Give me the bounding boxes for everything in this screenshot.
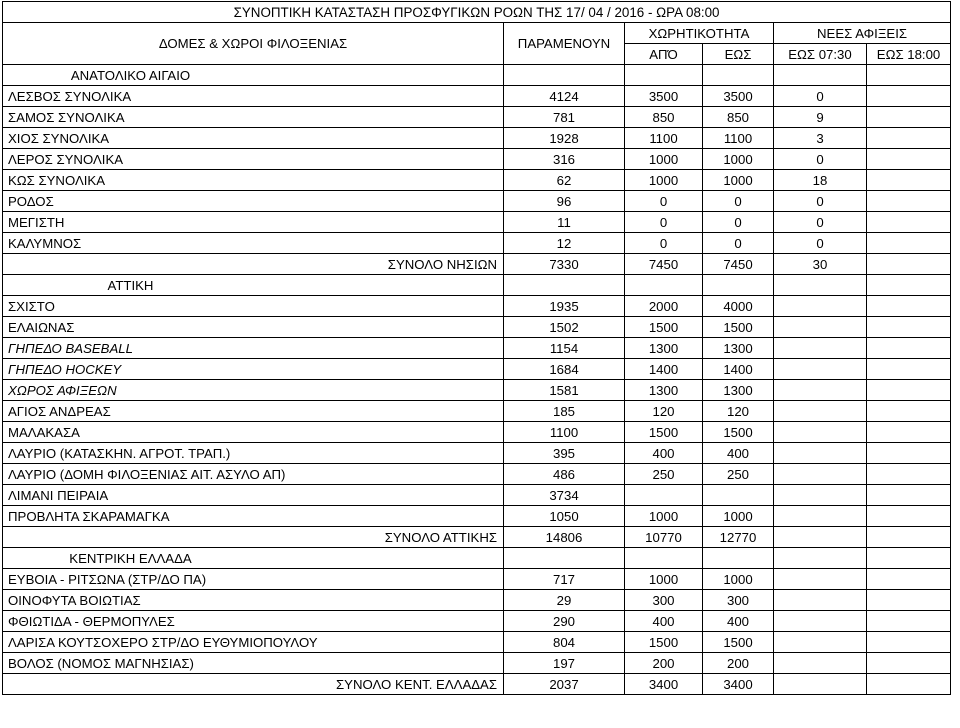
- arrivals-0730-value: [774, 422, 867, 443]
- section-total-arrivals-0730: 30: [774, 254, 867, 275]
- arrivals-0730-value: 0: [774, 212, 867, 233]
- capacity-from-value: 1500: [625, 632, 703, 653]
- facility-name: ΓΗΠΕΔΟ HOCKEY: [3, 359, 504, 380]
- section-banner-blank-staying: [504, 548, 625, 569]
- column-header-capacity-group: ΧΩΡΗΤΙΚΟΤΗΤΑ: [625, 23, 774, 44]
- staying-value: 1935: [504, 296, 625, 317]
- capacity-to-value: 4000: [703, 296, 774, 317]
- capacity-to-value: 1000: [703, 170, 774, 191]
- section-banner-blank-staying: [504, 275, 625, 296]
- table-row: [3, 296, 951, 317]
- staying-value: 29: [504, 590, 625, 611]
- capacity-to-value: 1500: [703, 422, 774, 443]
- section-banner-blank-a0730: [774, 275, 867, 296]
- section-banner-blank-to: [703, 275, 774, 296]
- facility-name: ΛΙΜΑΝΙ ΠΕΙΡΑΙΑ: [3, 485, 504, 506]
- section-total-staying: 14806: [504, 527, 625, 548]
- section-banner-row: [3, 65, 951, 86]
- capacity-from-value: 250: [625, 464, 703, 485]
- arrivals-1800-value: [867, 212, 951, 233]
- table-row: [3, 149, 951, 170]
- arrivals-1800-value: [867, 485, 951, 506]
- arrivals-0730-value: [774, 506, 867, 527]
- report-title-row: [3, 2, 951, 23]
- staying-value: 1502: [504, 317, 625, 338]
- arrivals-1800-value: [867, 317, 951, 338]
- capacity-to-value: [703, 485, 774, 506]
- section-banner-label: ΑΝΑΤΟΛΙΚΟ ΑΙΓΑΙΟ: [3, 65, 504, 86]
- arrivals-1800-value: [867, 443, 951, 464]
- capacity-from-value: 3500: [625, 86, 703, 107]
- arrivals-0730-value: [774, 296, 867, 317]
- table-row: [3, 380, 951, 401]
- facility-name: ΠΡΟΒΛΗΤΑ ΣΚΑΡΑΜΑΓΚΑ: [3, 506, 504, 527]
- capacity-to-value: 1400: [703, 359, 774, 380]
- staying-value: 717: [504, 569, 625, 590]
- staying-value: 3734: [504, 485, 625, 506]
- arrivals-1800-value: [867, 233, 951, 254]
- capacity-from-value: 1400: [625, 359, 703, 380]
- table-row: [3, 170, 951, 191]
- capacity-from-value: 200: [625, 653, 703, 674]
- arrivals-1800-value: [867, 590, 951, 611]
- facility-name: ΛΑΡΙΣΑ ΚΟΥΤΣΟΧΕΡΟ ΣΤΡ/ΔΟ ΕΥΘΥΜΙΟΠΟΥΛΟΥ: [3, 632, 504, 653]
- arrivals-0730-value: [774, 338, 867, 359]
- table-row: [3, 233, 951, 254]
- facility-name: ΕΥΒΟΙΑ - ΡΙΤΣΩΝΑ (ΣΤΡ/ΔΟ ΠΑ): [3, 569, 504, 590]
- capacity-from-value: 0: [625, 233, 703, 254]
- capacity-from-value: 1500: [625, 317, 703, 338]
- arrivals-1800-value: [867, 422, 951, 443]
- table-row: [3, 590, 951, 611]
- staying-value: 96: [504, 191, 625, 212]
- facility-name: ΚΑΛΥΜΝΟΣ: [3, 233, 504, 254]
- capacity-to-value: 1300: [703, 380, 774, 401]
- section-total-label: ΣΥΝΟΛΟ ΚΕΝΤ. ΕΛΛΑΔΑΣ: [3, 674, 504, 695]
- arrivals-0730-value: [774, 464, 867, 485]
- staying-value: 1100: [504, 422, 625, 443]
- capacity-to-value: 200: [703, 653, 774, 674]
- facility-name: ΜΕΓΙΣΤΗ: [3, 212, 504, 233]
- arrivals-1800-value: [867, 128, 951, 149]
- section-total-staying: 2037: [504, 674, 625, 695]
- arrivals-1800-value: [867, 86, 951, 107]
- section-banner-label: ΑΤΤΙΚΗ: [3, 275, 504, 296]
- arrivals-0730-value: [774, 380, 867, 401]
- arrivals-0730-value: 3: [774, 128, 867, 149]
- arrivals-0730-value: [774, 653, 867, 674]
- section-total-capacity-to: 12770: [703, 527, 774, 548]
- table-row: [3, 212, 951, 233]
- section-banner-blank-to: [703, 548, 774, 569]
- capacity-to-value: 1500: [703, 632, 774, 653]
- facility-name: ΡΟΔΟΣ: [3, 191, 504, 212]
- staying-value: 62: [504, 170, 625, 191]
- table-row: [3, 422, 951, 443]
- arrivals-0730-value: [774, 485, 867, 506]
- arrivals-1800-value: [867, 632, 951, 653]
- page-title: ΣΥΝΟΠΤΙΚΗ ΚΑΤΑΣΤΑΣΗ ΠΡΟΣΦΥΓΙΚΩΝ ΡΟΩΝ ΤΗΣ 17/ 04 / 2016 - ΩΡΑ 08:00: [3, 2, 951, 23]
- facility-name: ΛΕΡΟΣ ΣΥΝΟΛΙΚΑ: [3, 149, 504, 170]
- report-sheet: [0, 1, 960, 728]
- table-row: [3, 611, 951, 632]
- section-banner-blank-a1800: [867, 65, 951, 86]
- section-banner-label: ΚΕΝΤΡΙΚΗ ΕΛΛΑΔΑ: [3, 548, 504, 569]
- capacity-to-value: 3500: [703, 86, 774, 107]
- table-row: [3, 359, 951, 380]
- facility-name: ΣΑΜΟΣ ΣΥΝΟΛΙΚΑ: [3, 107, 504, 128]
- capacity-to-value: 1300: [703, 338, 774, 359]
- arrivals-0730-value: 9: [774, 107, 867, 128]
- table-row: [3, 632, 951, 653]
- staying-value: 1581: [504, 380, 625, 401]
- capacity-from-value: [625, 485, 703, 506]
- arrivals-0730-value: [774, 569, 867, 590]
- capacity-from-value: 2000: [625, 296, 703, 317]
- facility-name: ΛΑΥΡΙΟ (ΚΑΤΑΣΚΗΝ. ΑΓΡΟΤ. ΤΡΑΠ.): [3, 443, 504, 464]
- section-total-row: [3, 674, 951, 695]
- arrivals-0730-value: 0: [774, 191, 867, 212]
- capacity-to-value: 1500: [703, 317, 774, 338]
- arrivals-0730-value: 0: [774, 233, 867, 254]
- column-header-arrivals-0730: ΕΩΣ 07:30: [774, 44, 867, 65]
- section-banner-blank-a1800: [867, 548, 951, 569]
- arrivals-1800-value: [867, 149, 951, 170]
- arrivals-1800-value: [867, 170, 951, 191]
- column-header-facilities: ΔΟΜΕΣ & ΧΩΡΟΙ ΦΙΛΟΞΕΝΙΑΣ: [3, 23, 504, 65]
- capacity-to-value: 120: [703, 401, 774, 422]
- facility-name: ΛΑΥΡΙΟ (ΔΟΜΗ ΦΙΛΟΞΕΝΙΑΣ ΑΙΤ. ΑΣΥΛΟ ΑΠ): [3, 464, 504, 485]
- section-total-staying: 7330: [504, 254, 625, 275]
- section-banner-blank-from: [625, 548, 703, 569]
- table-row: [3, 464, 951, 485]
- arrivals-0730-value: 0: [774, 86, 867, 107]
- arrivals-1800-value: [867, 611, 951, 632]
- column-header-staying: ΠΑΡΑΜΕΝΟΥΝ: [504, 23, 625, 65]
- staying-value: 1928: [504, 128, 625, 149]
- capacity-from-value: 850: [625, 107, 703, 128]
- table-row: [3, 107, 951, 128]
- section-total-capacity-to: 3400: [703, 674, 774, 695]
- capacity-from-value: 1100: [625, 128, 703, 149]
- section-banner-blank-from: [625, 65, 703, 86]
- facility-name: ΧΩΡΟΣ ΑΦΙΞΕΩΝ: [3, 380, 504, 401]
- capacity-from-value: 1000: [625, 506, 703, 527]
- arrivals-0730-value: [774, 443, 867, 464]
- column-header-capacity-to: ΕΩΣ: [703, 44, 774, 65]
- table-row: [3, 443, 951, 464]
- table-row: [3, 569, 951, 590]
- capacity-from-value: 1500: [625, 422, 703, 443]
- column-header-new-arrivals-group: ΝΕΕΣ ΑΦΙΞΕΙΣ: [774, 23, 951, 44]
- facility-name: ΜΑΛΑΚΑΣΑ: [3, 422, 504, 443]
- section-total-arrivals-1800: [867, 254, 951, 275]
- arrivals-0730-value: 18: [774, 170, 867, 191]
- staying-value: 197: [504, 653, 625, 674]
- arrivals-1800-value: [867, 296, 951, 317]
- refugee-flow-table: [2, 1, 951, 695]
- arrivals-1800-value: [867, 359, 951, 380]
- section-total-arrivals-1800: [867, 674, 951, 695]
- section-total-label: ΣΥΝΟΛΟ ΝΗΣΙΩΝ: [3, 254, 504, 275]
- facility-name: ΒΟΛΟΣ (ΝΟΜΟΣ ΜΑΓΝΗΣΙΑΣ): [3, 653, 504, 674]
- section-total-capacity-from: 10770: [625, 527, 703, 548]
- staying-value: 1684: [504, 359, 625, 380]
- capacity-to-value: 250: [703, 464, 774, 485]
- facility-name: ΚΩΣ ΣΥΝΟΛΙΚΑ: [3, 170, 504, 191]
- capacity-from-value: 400: [625, 611, 703, 632]
- facility-name: ΓΗΠΕΔΟ BASEBALL: [3, 338, 504, 359]
- capacity-to-value: 1000: [703, 506, 774, 527]
- capacity-from-value: 0: [625, 191, 703, 212]
- staying-value: 781: [504, 107, 625, 128]
- facility-name: ΦΘΙΩΤΙΔΑ - ΘΕΡΜΟΠΥΛΕΣ: [3, 611, 504, 632]
- capacity-to-value: 0: [703, 212, 774, 233]
- table-row: [3, 401, 951, 422]
- table-row: [3, 191, 951, 212]
- staying-value: 290: [504, 611, 625, 632]
- section-total-capacity-from: 3400: [625, 674, 703, 695]
- table-row: [3, 485, 951, 506]
- capacity-to-value: 300: [703, 590, 774, 611]
- table-row: [3, 338, 951, 359]
- staying-value: 804: [504, 632, 625, 653]
- arrivals-1800-value: [867, 107, 951, 128]
- staying-value: 486: [504, 464, 625, 485]
- arrivals-0730-value: [774, 590, 867, 611]
- arrivals-0730-value: 0: [774, 149, 867, 170]
- staying-value: 395: [504, 443, 625, 464]
- section-banner-blank-staying: [504, 65, 625, 86]
- capacity-to-value: 850: [703, 107, 774, 128]
- column-header-capacity-from: ΑΠΌ: [625, 44, 703, 65]
- capacity-from-value: 300: [625, 590, 703, 611]
- staying-value: 12: [504, 233, 625, 254]
- staying-value: 1154: [504, 338, 625, 359]
- table-row: [3, 317, 951, 338]
- section-total-row: [3, 254, 951, 275]
- section-total-arrivals-0730: [774, 527, 867, 548]
- table-row: [3, 653, 951, 674]
- facility-name: ΣΧΙΣΤΟ: [3, 296, 504, 317]
- arrivals-0730-value: [774, 317, 867, 338]
- capacity-from-value: 1300: [625, 338, 703, 359]
- arrivals-1800-value: [867, 653, 951, 674]
- capacity-to-value: 1100: [703, 128, 774, 149]
- capacity-to-value: 400: [703, 611, 774, 632]
- arrivals-1800-value: [867, 191, 951, 212]
- staying-value: 316: [504, 149, 625, 170]
- arrivals-1800-value: [867, 338, 951, 359]
- staying-value: 1050: [504, 506, 625, 527]
- arrivals-0730-value: [774, 359, 867, 380]
- section-banner-row: [3, 275, 951, 296]
- capacity-from-value: 1000: [625, 569, 703, 590]
- capacity-to-value: 0: [703, 191, 774, 212]
- column-header-arrivals-1800: ΕΩΣ 18:00: [867, 44, 951, 65]
- table-row: [3, 86, 951, 107]
- arrivals-0730-value: [774, 401, 867, 422]
- section-banner-blank-to: [703, 65, 774, 86]
- section-banner-blank-a0730: [774, 65, 867, 86]
- staying-value: 11: [504, 212, 625, 233]
- capacity-to-value: 1000: [703, 149, 774, 170]
- table-row: [3, 506, 951, 527]
- section-banner-blank-a0730: [774, 548, 867, 569]
- facility-name: ΑΓΙΟΣ ΑΝΔΡΕΑΣ: [3, 401, 504, 422]
- section-total-arrivals-0730: [774, 674, 867, 695]
- capacity-from-value: 0: [625, 212, 703, 233]
- facility-name: ΟΙΝΟΦΥΤΑ ΒΟΙΩΤΙΑΣ: [3, 590, 504, 611]
- arrivals-1800-value: [867, 464, 951, 485]
- arrivals-1800-value: [867, 506, 951, 527]
- arrivals-0730-value: [774, 632, 867, 653]
- staying-value: 185: [504, 401, 625, 422]
- capacity-from-value: 1000: [625, 149, 703, 170]
- capacity-from-value: 1000: [625, 170, 703, 191]
- arrivals-1800-value: [867, 380, 951, 401]
- capacity-from-value: 400: [625, 443, 703, 464]
- arrivals-0730-value: [774, 611, 867, 632]
- section-total-arrivals-1800: [867, 527, 951, 548]
- staying-value: 4124: [504, 86, 625, 107]
- facility-name: ΛΕΣΒΟΣ ΣΥΝΟΛΙΚΑ: [3, 86, 504, 107]
- section-total-label: ΣΥΝΟΛΟ ΑΤΤΙΚΗΣ: [3, 527, 504, 548]
- section-banner-blank-a1800: [867, 275, 951, 296]
- capacity-from-value: 1300: [625, 380, 703, 401]
- capacity-to-value: 0: [703, 233, 774, 254]
- section-total-row: [3, 527, 951, 548]
- facility-name: ΧΙΟΣ ΣΥΝΟΛΙΚΑ: [3, 128, 504, 149]
- arrivals-1800-value: [867, 569, 951, 590]
- arrivals-1800-value: [867, 401, 951, 422]
- section-banner-row: [3, 548, 951, 569]
- table-header-main-row: [3, 23, 951, 44]
- capacity-from-value: 120: [625, 401, 703, 422]
- facility-name: ΕΛΑΙΩΝΑΣ: [3, 317, 504, 338]
- section-total-capacity-from: 7450: [625, 254, 703, 275]
- capacity-to-value: 400: [703, 443, 774, 464]
- table-row: [3, 128, 951, 149]
- capacity-to-value: 1000: [703, 569, 774, 590]
- section-banner-blank-from: [625, 275, 703, 296]
- section-total-capacity-to: 7450: [703, 254, 774, 275]
